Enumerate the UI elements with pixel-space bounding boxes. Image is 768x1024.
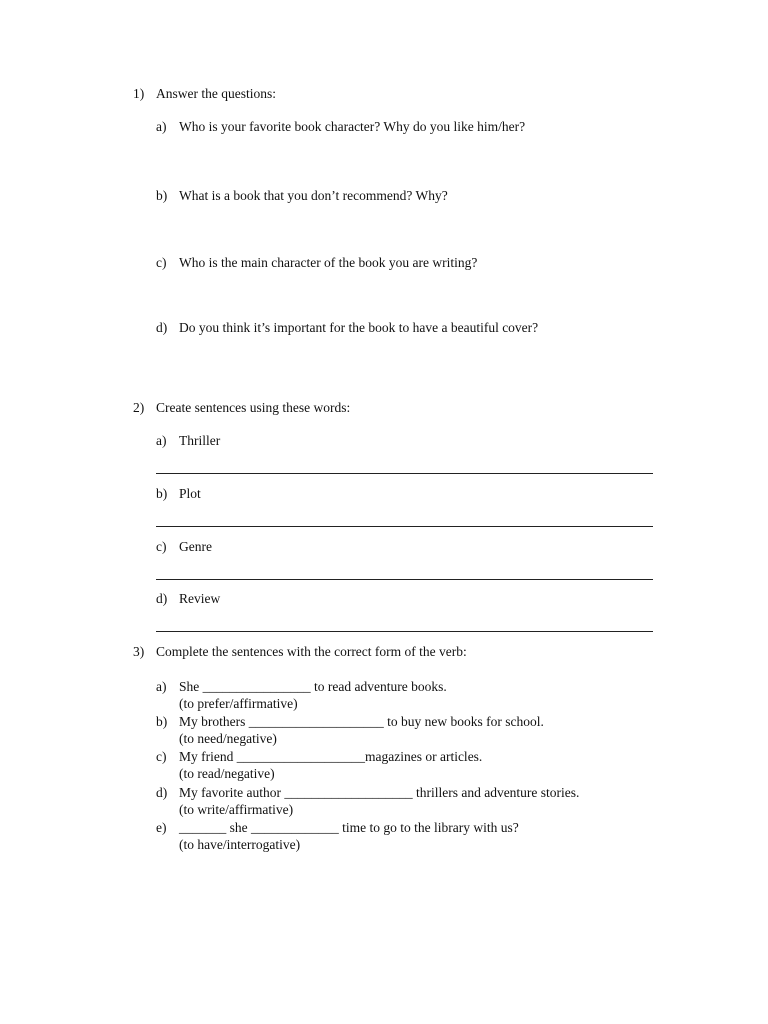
sentence-3e-hint: (to have/interrogative): [179, 837, 301, 852]
section-3-number: 3): [133, 644, 145, 659]
sentence-3c-text[interactable]: My friend ___________________magazines or articles.: [179, 749, 483, 764]
sentence-3e-text[interactable]: _______ she _____________ time to go to the library with us?: [179, 820, 519, 835]
sentence-3a-text[interactable]: She ________________ to read adventure books.: [179, 679, 447, 694]
question-1d-letter: d): [156, 320, 168, 335]
word-2a-letter: a): [156, 433, 167, 448]
sentence-3c-hint: (to read/negative): [179, 766, 275, 781]
sentence-3a-letter: a): [156, 679, 167, 694]
word-2c-letter: c): [156, 539, 167, 554]
question-1b-letter: b): [156, 188, 168, 203]
answer-line-2c[interactable]: [156, 579, 653, 580]
section-2-number: 2): [133, 400, 145, 415]
section-1-number: 1): [133, 86, 145, 101]
sentence-3d-hint: (to write/affirmative): [179, 802, 294, 817]
section-2-title: Create sentences using these words:: [156, 400, 351, 415]
question-1c-letter: c): [156, 255, 167, 270]
section-3-title: Complete the sentences with the correct form of the verb:: [156, 644, 467, 659]
section-1-title: Answer the questions:: [156, 86, 276, 101]
sentence-3d-letter: d): [156, 785, 168, 800]
question-1d-text: Do you think it’s important for the book to have a beautiful cover?: [179, 320, 539, 335]
word-2d-letter: d): [156, 591, 168, 606]
word-2c-text: Genre: [179, 539, 212, 554]
question-1a-text: Who is your favorite book character? Why do you like him/her?: [179, 119, 526, 134]
sentence-3b-hint: (to need/negative): [179, 731, 277, 746]
question-1b-text: What is a book that you don’t recommend? Why?: [179, 188, 448, 203]
answer-line-2b[interactable]: [156, 526, 653, 527]
word-2d-text: Review: [179, 591, 221, 606]
word-2b-letter: b): [156, 486, 168, 501]
sentence-3c-letter: c): [156, 749, 167, 764]
sentence-3b-text[interactable]: My brothers ____________________ to buy new books for school.: [179, 714, 544, 729]
question-1a-letter: a): [156, 119, 167, 134]
question-1c-text: Who is the main character of the book you are writing?: [179, 255, 478, 270]
sentence-3e-letter: e): [156, 820, 167, 835]
answer-line-2d[interactable]: [156, 631, 653, 632]
word-2a-text: Thriller: [179, 433, 221, 448]
sentence-3d-text[interactable]: My favorite author ___________________ thrillers and adventure stories.: [179, 785, 580, 800]
sentence-3a-hint: (to prefer/affirmative): [179, 696, 298, 711]
sentence-3b-letter: b): [156, 714, 168, 729]
answer-line-2a[interactable]: [156, 473, 653, 474]
word-2b-text: Plot: [179, 486, 201, 501]
